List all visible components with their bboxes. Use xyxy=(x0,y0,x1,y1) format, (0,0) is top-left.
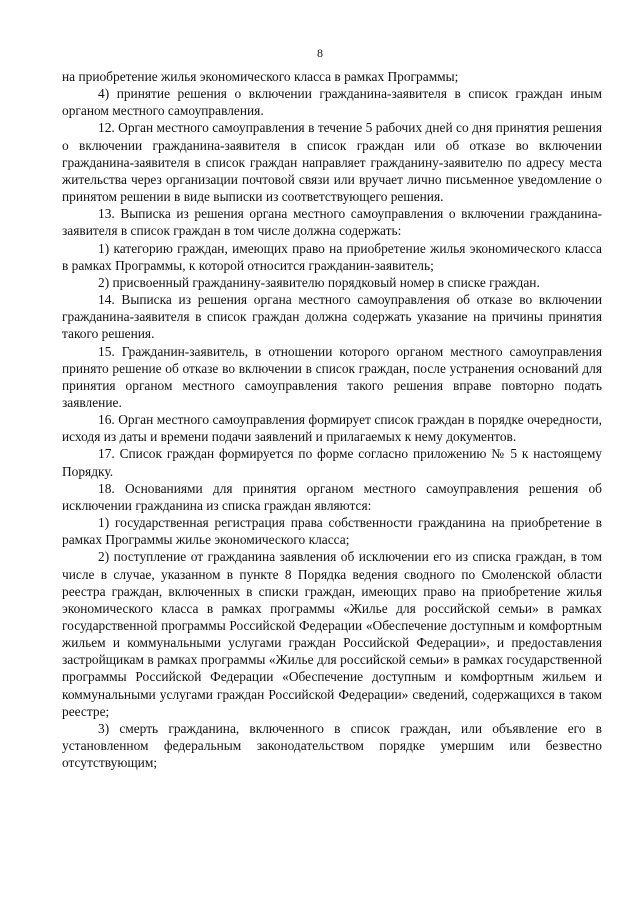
paragraph-18-item-2: 2) поступление от гражданина заявления об исключении его из списка граждан, в том числе в случае, указанном в пункте 8 Порядка ведения сводного по Смоленской области реестра граждан, включенных в списки граждан, имеющих право на приобретение жилья экономического класса в рамках программы «Жилье для российской семьи» в рамках государственной программы Российской Федерации «Обеспечение доступным и комфортным жильем и коммунальными услугами граждан Российской Федерации», и предоставления застройщикам в рамках программы «Жилье для российской семьи» в рамках государственной программы Российской Федерации «Обеспечение доступным и комфортным жильем и коммунальными услугами граждан Российской Федерации» сведений, содержащихся в таком реестре; xyxy=(62,549,602,719)
paragraph-continuation: на приобретение жилья экономического класса в рамках Программы; xyxy=(62,69,459,84)
page-number: 8 xyxy=(317,46,323,60)
paragraph-15: 15. Гражданин-заявитель, в отношении которого органом местного самоуправления принято решение об отказе во включении в список граждан, после устранения оснований для принятия органом местного самоуправления такого решения вправе повторно подать заявление. xyxy=(62,343,602,410)
paragraph-12: 12. Орган местного самоуправления в течение 5 рабочих дней со дня принятия решения о включении гражданина-заявителя в список граждан или об отказе во включении гражданина-заявителя в список граждан направляет гражданину-заявителю по адресу места жительства через организации почтовой связи или вручает лично письменное уведомление о принятом решении в виде выписки из соответствующего решения. xyxy=(62,120,602,205)
paragraph-13-item-1: 1) категорию граждан, имеющих право на приобретение жилья экономического класса в рамках Программы, к которой относится гражданин-заявитель; xyxy=(62,240,602,273)
paragraph-18-item-1: 1) государственная регистрация права собственности гражданина на приобретение в рамках Программы жилье экономического класса; xyxy=(62,515,602,548)
paragraph-18-item-3: 3) смерть гражданина, включенного в список граждан, или объявление его в установленном федеральным законодательством порядке умершим или безвестно отсутствующим; xyxy=(62,720,602,771)
paragraph-13-item-2: 2) присвоенный гражданину-заявителю порядковый номер в списке граждан. xyxy=(98,274,540,290)
paragraph-17: 17. Список граждан формируется по форме согласно приложению № 5 к настоящему Порядку. xyxy=(62,446,602,479)
paragraph-18: 18. Основаниями для принятия органом местного самоуправления решения об исключении гражданина из списка граждан являются: xyxy=(62,480,602,513)
paragraph-item-4: 4) принятие решения о включении гражданина-заявителя в список граждан иным органом местного самоуправления. xyxy=(62,86,602,119)
paragraph-16: 16. Орган местного самоуправления формирует список граждан в порядке очередности, исходя из даты и времени подачи заявлений и прилагаемых к нему документов. xyxy=(62,412,602,445)
paragraph-14: 14. Выписка из решения органа местного самоуправления об отказе во включении гражданина-заявителя в список граждан должна содержать указание на причины принятия такого решения. xyxy=(62,292,602,342)
paragraph-13: 13. Выписка из решения органа местного самоуправления о включении гражданина-заявителя в список граждан в том числе должна содержать: xyxy=(62,206,602,239)
document-body xyxy=(62,68,602,771)
